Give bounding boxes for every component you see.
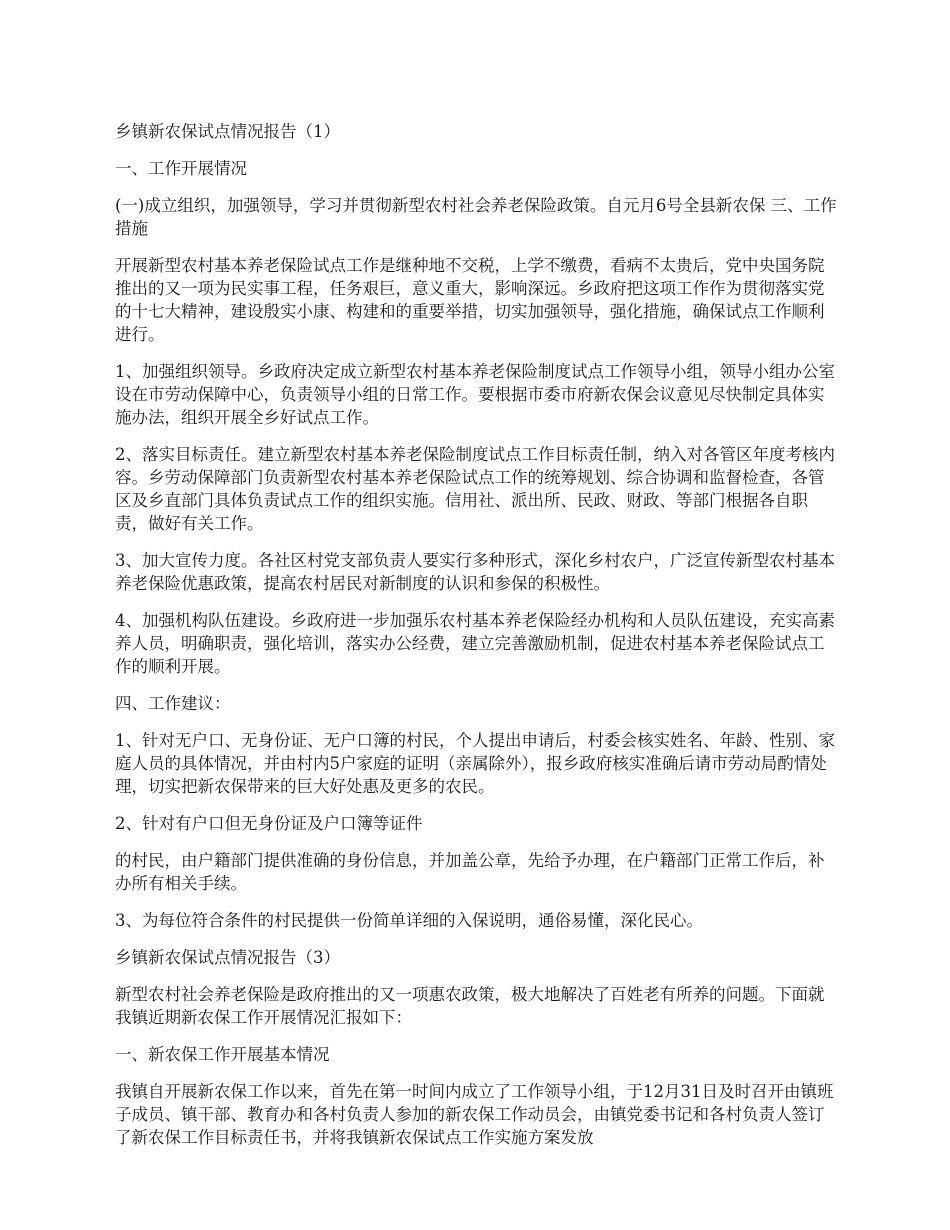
section-heading: 四、工作建议：	[115, 694, 231, 713]
section-heading: 一、工作开展情况	[115, 159, 247, 178]
paragraph: 3、为每位符合条件的村民提供一份简单详细的入保说明，通俗易懂，深化民心。	[115, 911, 703, 930]
paragraph: 新型农村社会养老保险是政府推出的又一项惠农政策，极大地解决了百姓老有所养的问题。下面就我镇近期新农保工作开展情况汇报如下：	[115, 985, 825, 1027]
paragraph: 3、加大宣传力度。各社区村党支部负责人要实行多种形式，深化乡村农户，广泛宣传新型农村基本养老保险优惠政策，提高农村居民对新制度的认识和参保的积极性。	[115, 551, 835, 593]
paragraph: 我镇自开展新农保工作以来，首先在第一时间内成立了工作领导小组，于12月31日及时召开由镇班子成员、镇干部、教育办和各村负责人参加的新农保工作动员会，由镇党委书记和各村负责人签订了新农保工作目标责任书，并将我镇新农保试点工作实施方案发放	[115, 1082, 834, 1147]
report-title-1: 乡镇新农保试点情况报告（1）	[115, 122, 340, 141]
paragraph: 2、落实目标责任。建立新型农村基本养老保险制度试点工作目标责任制，纳入对各管区年度考核内容。乡劳动保障部门负责新型农村基本养老保险试点工作的统筹规划、综合协调和监督检查，各管区及乡直部门具体负责试点工作的组织实施。信用社、派出所、民政、财政、等部门根据各自职责，做好有关工作。	[115, 445, 835, 533]
paragraph: 1、针对无户口、无身份证、无户口簿的村民，个人提出申请后，村委会核实姓名、年龄、性别、家庭人员的具体情况，并由村内5户家庭的证明（亲属除外），报乡政府核实准确后请市劳动局酌情处理，切实把新农保带来的巨大好处惠及更多的农民。	[115, 731, 835, 796]
paragraph: 4、加强机构队伍建设。乡政府进一步加强乐农村基本养老保险经办机构和人员队伍建设，充实高素养人员，明确职责，强化培训，落实办公经费，建立完善激励机制，促进农村基本养老保险试点工作的顺利开展。	[115, 611, 835, 676]
paragraph: 的村民，由户籍部门提供准确的身份信息，并加盖公章，先给予办理，在户籍部门正常工作后，补办所有相关手续。	[115, 851, 825, 893]
report-title-3: 乡镇新农保试点情况报告（3）	[115, 948, 340, 967]
section-heading: 一、新农保工作开展基本情况	[115, 1045, 330, 1064]
paragraph: 2、针对有户口但无身份证及户口簿等证件	[115, 814, 423, 833]
paragraph: 1、加强组织领导。乡政府决定成立新型农村基本养老保险制度试点工作领导小组，领导小组办公室设在市劳动保障中心，负责领导小组的日常工作。要根据市委市府新农保会议意见尽快制定具体实施办法，组织开展全乡好试点工作。	[115, 362, 835, 427]
document-body	[115, 120, 840, 1163]
paragraph: 开展新型农村基本养老保险试点工作是继种地不交税，上学不缴费，看病不太贵后，党中央国务院推出的又一项为民实事工程，任务艰巨，意义重大，影响深远。乡政府把这项工作作为贯彻落实党的十七大精神，建设殷实小康、构建和的重要举措，切实加强领导，强化措施，确保试点工作顺利进行。	[115, 256, 825, 344]
paragraph: (一)成立组织，加强领导，学习并贯彻新型农村社会养老保险政策。自元月6号全县新农保 三、工作措施	[115, 196, 837, 238]
